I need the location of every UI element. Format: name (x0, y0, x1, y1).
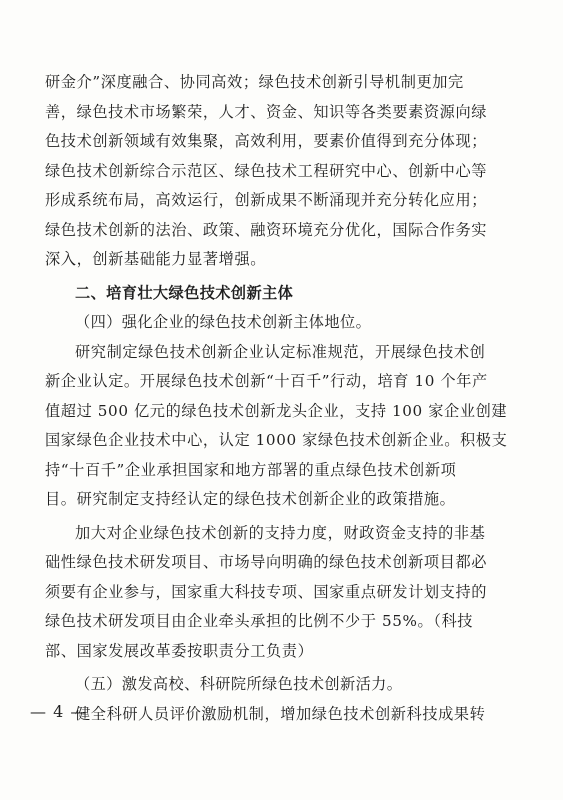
subsection-heading: （四）强化企业的绿色技术创新主体地位。 (75, 313, 372, 331)
text-line: 础性绿色技术研发项目、市场导向明确的绿色技术创新项目都必 (45, 553, 488, 571)
document-body (45, 68, 515, 729)
page-number: — 4 — (30, 702, 88, 721)
text-line: 绿色技术研发项目由企业牵头承担的比例不少于 55%。（科技 (45, 612, 474, 630)
text-line: 色技术创新领域有效集聚，高效利用，要素价值得到充分体现； (45, 132, 488, 150)
text-line: 善，绿色技术市场繁荣，人才、资金、知识等各类要素资源向绿 (45, 102, 488, 121)
text-line: 部、国家发展改革委按职责分工负责） (45, 641, 314, 660)
text-line: 值超过 500 亿元的绿色技术创新龙头企业，支持 100 家企业创建 (45, 401, 508, 420)
text-line: 国家绿色企业技术中心，认定 1000 家绿色技术创新企业。积极支 (45, 431, 508, 449)
text-line: 新企业认定。开展绿色技术创新“十百千”行动，培育 10 个年产 (45, 372, 488, 390)
text-line: 目。研究制定支持经认定的绿色技术创新企业的政策措施。 (45, 490, 456, 508)
text-line: 绿色技术创新的法治、政策、融资环境充分优化，国际合作务实 (45, 220, 488, 239)
text-line: 研究制定绿色技术创新企业认定标准规范，开展绿色技术创 (75, 342, 486, 361)
text-line: 加大对企业绿色技术创新的支持力度，财政资金支持的非基 (75, 523, 486, 542)
text-line: 研金介”深度融合、协同高效；绿色技术创新引导机制更加完 (45, 73, 464, 91)
text-line: 持“十百千”企业承担国家和地方部署的重点绿色技术创新项 (45, 460, 457, 479)
text-line: 形成系统布局，高效运行，创新成果不断涌现并充分转化应用； (45, 191, 488, 209)
text-line: 深入，创新基础能力显著增强。 (45, 250, 267, 268)
section-heading: 二、培育壮大绿色技术创新主体 (75, 283, 294, 302)
text-line: 健全科研人员评价激励机制，增加绿色技术创新科技成果转 (75, 704, 486, 723)
text-line: 须要有企业参与，国家重大科技专项、国家重点研发计划支持的 (45, 582, 488, 601)
text-line: 绿色技术创新综合示范区、绿色技术工程研究中心、创新中心等 (45, 161, 488, 180)
subsection-heading: （五）激发高校、科研院所绿色技术创新活力。 (75, 675, 403, 693)
